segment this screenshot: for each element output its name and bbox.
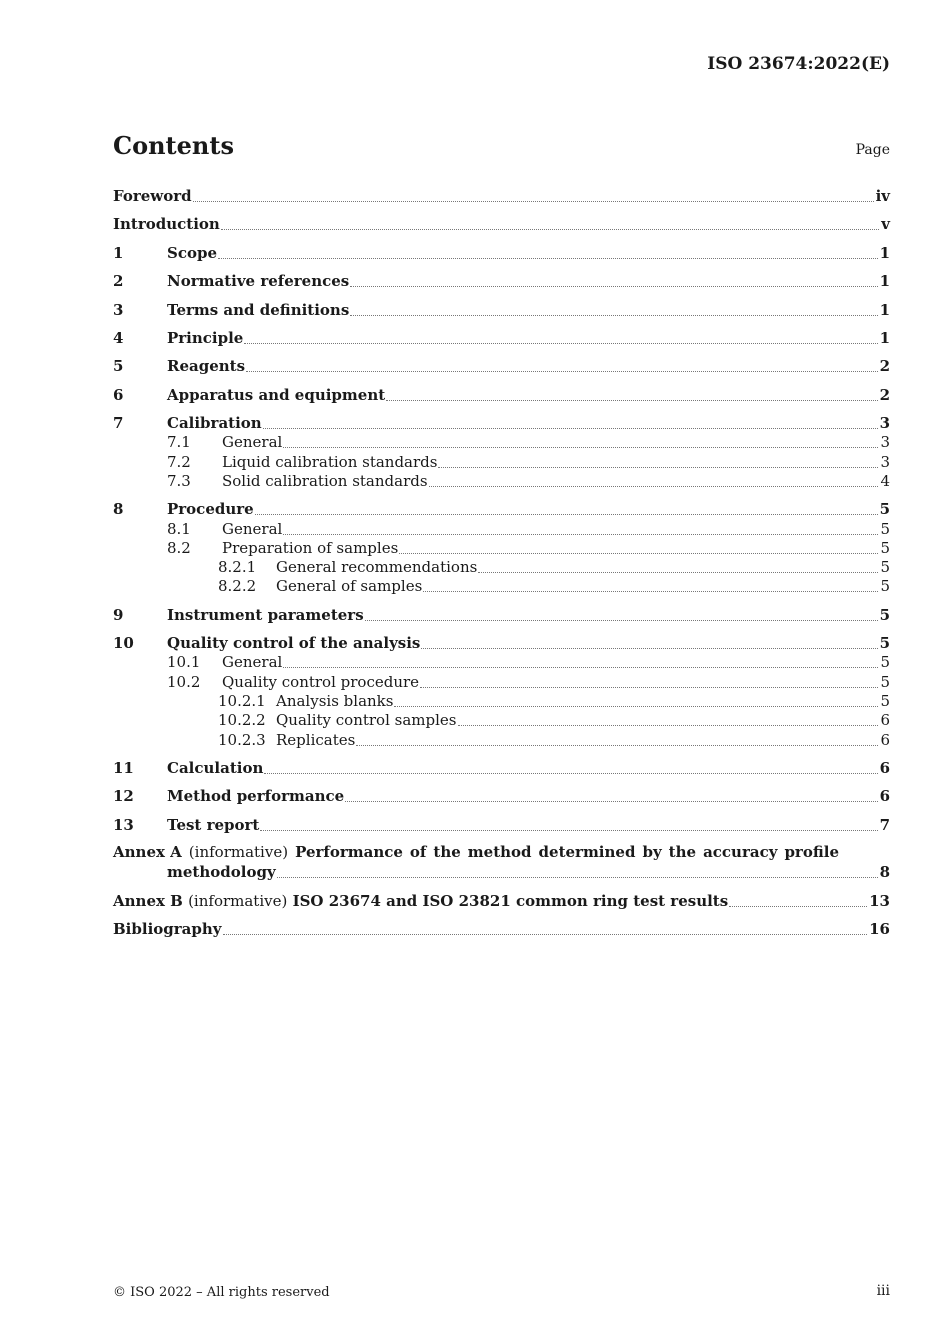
toc-page: 1 <box>879 329 890 347</box>
toc-page: 16 <box>869 920 890 938</box>
toc-page: 5 <box>880 577 890 595</box>
toc-number: 7.2 <box>167 453 191 471</box>
toc-page: 1 <box>879 244 890 262</box>
leader-dots <box>283 447 878 448</box>
toc-title: Principle <box>167 329 244 347</box>
toc-entry-7-3[interactable] <box>113 472 890 491</box>
leader-dots <box>345 801 877 802</box>
leader-dots <box>458 725 879 726</box>
toc-entry-annex-a-line1[interactable] <box>113 843 890 862</box>
toc-page: 2 <box>879 386 890 404</box>
toc-title: General <box>222 520 283 538</box>
toc-title: General recommendations <box>276 558 478 576</box>
toc-page: 3 <box>880 453 890 471</box>
toc-page: 13 <box>869 892 890 910</box>
toc-page: 3 <box>879 414 890 432</box>
annex-a-word: accuracy <box>703 843 778 861</box>
toc-entry-8-2-1[interactable] <box>113 558 890 577</box>
leader-dots <box>423 591 878 592</box>
toc-entry-10-1[interactable] <box>113 653 890 672</box>
toc-page: 6 <box>879 787 890 805</box>
toc-number: 13 <box>113 816 134 834</box>
annex-a-word: profile <box>784 843 839 861</box>
toc-entry-scope[interactable] <box>113 244 890 263</box>
toc-entry-calculation[interactable] <box>113 759 890 778</box>
toc-entry-method-performance[interactable] <box>113 787 890 806</box>
toc-page: 7 <box>879 816 890 834</box>
toc-number: 10.2 <box>167 673 201 691</box>
toc-number: 8.1 <box>167 520 191 538</box>
annex-a-label: Annex A <box>113 843 182 861</box>
toc-title: Test report <box>167 816 260 834</box>
toc-number: 8.2.1 <box>218 558 257 576</box>
toc-title: Procedure <box>167 500 254 518</box>
toc-page: 5 <box>880 520 890 538</box>
toc-title: Solid calibration standards <box>222 472 428 490</box>
annex-a-word: Performance <box>295 843 403 861</box>
leader-dots <box>223 934 868 935</box>
toc-number: 2 <box>113 272 124 290</box>
leader-dots <box>356 745 878 746</box>
leader-dots <box>263 428 878 429</box>
toc-entry-reagents[interactable] <box>113 357 890 376</box>
leader-dots <box>283 667 878 668</box>
toc-entry-10-2-1[interactable] <box>113 692 890 711</box>
toc-entry-7-1[interactable] <box>113 433 890 452</box>
toc-page: 6 <box>879 759 890 777</box>
toc-title: Quality control samples <box>276 711 457 729</box>
leader-dots <box>221 229 879 230</box>
toc-entry-terms-definitions[interactable] <box>113 301 890 320</box>
leader-dots <box>438 467 878 468</box>
annex-b-type: (informative) <box>188 892 288 910</box>
toc-entry-apparatus[interactable] <box>113 386 890 405</box>
toc-number: 5 <box>113 357 124 375</box>
leader-dots <box>264 773 877 774</box>
toc-number: 9 <box>113 606 124 624</box>
toc-entry-bibliography[interactable] <box>113 920 890 939</box>
toc-number: 8.2.2 <box>218 577 257 595</box>
toc-entry-normative-references[interactable] <box>113 272 890 291</box>
annex-a-word: the <box>668 843 697 861</box>
toc-number: 7.3 <box>167 472 191 490</box>
toc-title: Replicates <box>276 731 356 749</box>
toc-title: Foreword <box>113 187 192 205</box>
annex-a-word: the <box>433 843 461 861</box>
toc-entry-principle[interactable] <box>113 329 890 348</box>
toc-number: 8.2 <box>167 539 191 557</box>
toc-title: Analysis blanks <box>276 692 394 710</box>
toc-page: 6 <box>880 711 890 729</box>
toc-entry-annex-b[interactable] <box>113 892 890 911</box>
toc-page: v <box>881 215 890 233</box>
toc-page: 5 <box>880 653 890 671</box>
leader-dots <box>399 553 878 554</box>
toc-title: methodology <box>167 863 276 881</box>
toc-title: Calibration <box>167 414 262 432</box>
toc-entry-calibration[interactable] <box>113 414 890 433</box>
toc-page: 5 <box>880 673 890 691</box>
footer-page-number: iii <box>876 1283 890 1299</box>
annex-b-label: Annex B <box>113 892 183 910</box>
toc-entry-10-2[interactable] <box>113 673 890 692</box>
footer-copyright: © ISO 2022 – All rights reserved <box>113 1285 330 1300</box>
toc-number: 8 <box>113 500 124 518</box>
leader-dots <box>246 371 878 372</box>
toc-number: 6 <box>113 386 124 404</box>
toc-number: 4 <box>113 329 124 347</box>
toc-entry-10-2-3[interactable] <box>113 731 890 750</box>
page-title: Contents <box>113 131 234 160</box>
toc-title: Scope <box>167 244 218 262</box>
toc-number: 10.1 <box>167 653 201 671</box>
toc-number: 3 <box>113 301 124 319</box>
toc-number: 10 <box>113 634 134 652</box>
toc-page: 8 <box>879 863 890 881</box>
toc-number: 1 <box>113 244 124 262</box>
annex-b-title: ISO 23674 and ISO 23821 common ring test results <box>292 892 729 910</box>
toc-page: 6 <box>880 731 890 749</box>
annex-a-type: (informative) <box>188 843 289 861</box>
toc-title: General <box>222 653 283 671</box>
annex-b-heading <box>113 892 728 911</box>
annex-a-word: of <box>409 843 427 861</box>
leader-dots <box>283 534 878 535</box>
toc-title: Liquid calibration standards <box>222 453 438 471</box>
leader-dots <box>394 706 878 707</box>
toc-number: 7 <box>113 414 124 432</box>
leader-dots <box>350 315 877 316</box>
toc-title: Instrument parameters <box>167 606 364 624</box>
toc-entry-8-2-2[interactable] <box>113 577 890 596</box>
toc-number: 10.2.3 <box>218 731 266 749</box>
toc-page: 4 <box>880 472 890 490</box>
leader-dots <box>255 514 878 515</box>
toc-page: 5 <box>879 500 890 518</box>
toc-title: Introduction <box>113 215 220 233</box>
toc-page: 5 <box>880 558 890 576</box>
toc-page: 5 <box>880 692 890 710</box>
toc-title: Quality control procedure <box>222 673 420 691</box>
toc-entry-test-report[interactable] <box>113 816 890 835</box>
leader-dots <box>386 400 877 401</box>
leader-dots <box>729 906 867 907</box>
toc-entry-procedure[interactable] <box>113 500 890 519</box>
toc-entry-introduction[interactable] <box>113 215 890 234</box>
leader-dots <box>365 620 878 621</box>
toc-entry-8-1[interactable] <box>113 520 890 539</box>
toc-page: 5 <box>880 539 890 557</box>
toc-page: 1 <box>879 301 890 319</box>
toc-title: Terms and definitions <box>167 301 350 319</box>
toc-number: 11 <box>113 759 134 777</box>
toc-title: Preparation of samples <box>222 539 399 557</box>
toc-number: 12 <box>113 787 134 805</box>
toc-page: 5 <box>879 634 890 652</box>
toc-title: Calculation <box>167 759 264 777</box>
toc-entry-instrument-parameters[interactable] <box>113 606 890 625</box>
document-id: ISO 23674:2022(E) <box>707 54 890 74</box>
toc-title: Reagents <box>167 357 246 375</box>
annex-a-word: determined <box>538 843 636 861</box>
leader-dots <box>478 572 878 573</box>
toc-page: 1 <box>879 272 890 290</box>
toc-entry-quality-control[interactable] <box>113 634 890 653</box>
annex-a-word: method <box>467 843 532 861</box>
leader-dots <box>218 258 878 259</box>
toc-number: 10.2.1 <box>218 692 266 710</box>
toc-page: iv <box>875 187 890 205</box>
leader-dots <box>429 486 879 487</box>
toc-title: Bibliography <box>113 920 222 938</box>
toc-title: Normative references <box>167 272 350 290</box>
toc-entry-8-2[interactable] <box>113 539 890 558</box>
toc-entry-foreword[interactable] <box>113 187 890 206</box>
toc-page: 3 <box>880 433 890 451</box>
toc-title: Method performance <box>167 787 345 805</box>
leader-dots <box>277 877 878 878</box>
leader-dots <box>420 687 878 688</box>
toc-title: Apparatus and equipment <box>167 386 386 404</box>
toc-number: 7.1 <box>167 433 191 451</box>
leader-dots <box>350 286 877 287</box>
toc-entry-10-2-2[interactable] <box>113 711 890 730</box>
page-column-label: Page <box>855 142 890 158</box>
annex-a-word: by <box>642 843 662 861</box>
toc-page: 5 <box>879 606 890 624</box>
toc-entry-7-2[interactable] <box>113 453 890 472</box>
leader-dots <box>260 830 877 831</box>
toc-title: General <box>222 433 283 451</box>
toc-title: General of samples <box>276 577 423 595</box>
toc-entry-annex-a-line2[interactable] <box>167 863 890 882</box>
leader-dots <box>193 201 874 202</box>
leader-dots <box>421 648 877 649</box>
toc-number: 10.2.2 <box>218 711 266 729</box>
leader-dots <box>244 343 877 344</box>
toc-title: Quality control of the analysis <box>167 634 421 652</box>
toc-page: 2 <box>879 357 890 375</box>
